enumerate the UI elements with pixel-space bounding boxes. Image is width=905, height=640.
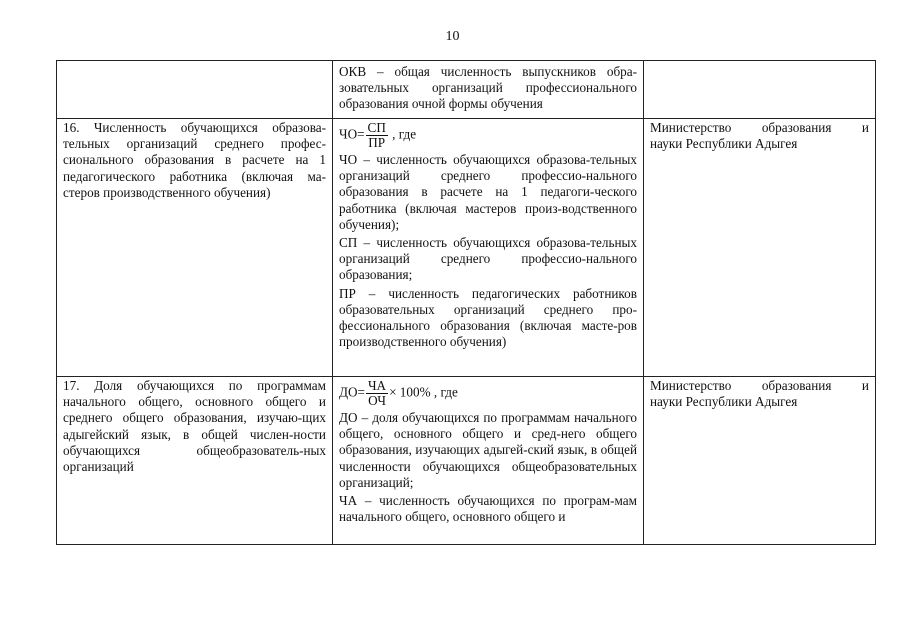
term-symbol: ДО [339, 410, 358, 425]
formula-lhs: ЧО [339, 126, 358, 142]
formula-eq: = [357, 126, 365, 142]
table-row [57, 377, 876, 545]
term-definition [339, 235, 637, 284]
term-text: – численность обучающихся по програм-мам начального общего, основного общего и [339, 493, 637, 525]
ministry-cell [644, 377, 876, 545]
formula-numerator: ЧА [367, 378, 387, 393]
formula-lhs: ДО [339, 384, 358, 400]
indicator-cell: 17. Доля обучающихся по программам начального общего, основного общего и среднего общего образования, изучаю-щих адыгейский язык, в общей числен-ности обучающихся общеобразователь-ных организаций [57, 377, 333, 545]
formula-denominator: ПР [368, 135, 386, 150]
term-symbol: ПР [339, 285, 356, 301]
indicator-cell: 16. Численность обучающихся образова-тельных организаций среднего профес-сионального образования в расчете на 1 педагогического работника (включая ма-стеров производственного обучения) [57, 119, 333, 377]
method-cell [333, 377, 644, 545]
term-symbol: СП [339, 235, 358, 251]
term-text: – доля обучающихся по программам начального общего, основного общего и сред-него общего образования, изучающих адыгей-ский язык, в общей численности обучающихся общеобразовательных организаций; [339, 410, 637, 490]
ministry-line [650, 120, 869, 136]
formula [339, 121, 637, 150]
ministry-word-3: и [861, 120, 869, 135]
term-definition [339, 493, 637, 525]
table-row [57, 61, 876, 119]
method-cell [333, 61, 644, 119]
ministry-word-2: образования [761, 378, 832, 393]
ministry-word-3: и [861, 378, 869, 393]
indicators-table [56, 60, 876, 545]
term-definition [339, 64, 637, 113]
page-number: 10 [445, 29, 460, 44]
indicator-cell [57, 61, 333, 119]
term-text: – численность обучающихся образова-тельных организаций среднего профессио-нального образования в расчете на 1 педагоги-ческого работника (включая мастеров произ-водственного обучения); [339, 152, 637, 232]
method-cell [333, 119, 644, 377]
term-symbol: ОКВ [339, 64, 367, 79]
formula-tail: , где [392, 126, 417, 142]
ministry-cell [644, 119, 876, 377]
formula-numerator: СП [367, 120, 386, 135]
ministry-line [650, 378, 869, 394]
term-definition [339, 410, 637, 491]
term-text: – численность обучающихся образова-тельных организаций среднего профессио-нального образования; [339, 235, 637, 283]
formula [339, 379, 637, 408]
formula-multiplier: × 100% [389, 384, 431, 400]
table-row [57, 119, 876, 377]
term-definition [339, 286, 637, 351]
formula-tail: , где [433, 384, 458, 400]
formula-fraction [366, 121, 388, 150]
term-text: – численность педагогических работников образовательных организаций среднего про-фессионального образования (включая масте-ров производственного обучения) [339, 285, 637, 350]
ministry-word-1: Министерство [650, 378, 732, 393]
term-text: – общая численность выпускников обра-зовательных организаций профессионального образования очной формы обучения [339, 64, 637, 112]
term-definition [339, 152, 637, 233]
term-symbol: ЧА [339, 493, 358, 509]
ministry-word-1: Министерство [650, 120, 732, 135]
ministry-rest: науки Республики Адыгея [650, 394, 798, 410]
ministry-word-2: образования [761, 120, 832, 135]
formula-eq: = [357, 384, 365, 400]
ministry-rest: науки Республики Адыгея [650, 136, 798, 152]
ministry-cell [644, 61, 876, 119]
formula-denominator: ОЧ [368, 393, 386, 408]
formula-fraction [366, 379, 388, 408]
term-symbol: ЧО [339, 152, 358, 167]
